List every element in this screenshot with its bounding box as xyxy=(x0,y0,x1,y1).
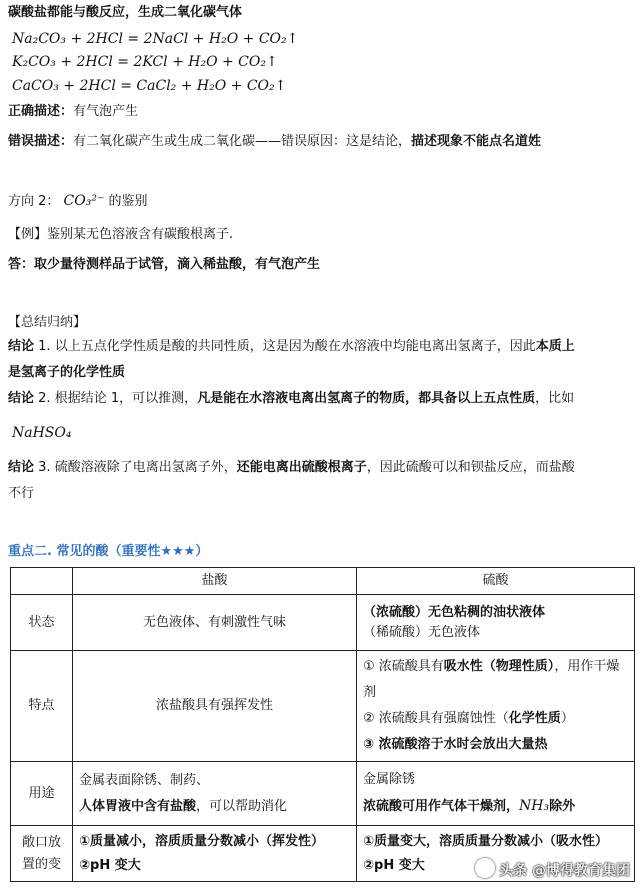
table-header-empty xyxy=(11,568,73,595)
cell-line: 浓盐酸具有强挥发性 xyxy=(155,698,273,713)
conclusion-3-label: 结论 xyxy=(8,460,35,475)
cell-line: （浓硫酸）无色粘稠的油状液体 xyxy=(363,604,546,620)
acid-comparison-table xyxy=(10,567,635,882)
cell-line xyxy=(363,793,628,820)
direction-suffix: 的鉴别 xyxy=(108,194,148,209)
equation-na2co3: Na₂CO₃ + 2HCl = 2NaCl + H₂O + CO₂↑ xyxy=(12,31,299,47)
cell-text: ） xyxy=(560,711,574,726)
wrong-text: 有二氧化碳产生或生成二氧化碳——错误原因：这是结论， xyxy=(73,134,412,149)
cell-h2so4-use xyxy=(357,762,635,826)
cell-line: 金属表面除锈、制药、 xyxy=(79,772,210,788)
cell-text: ② 浓硫酸具有强腐蚀性（ xyxy=(363,711,509,726)
table-header-hcl: 盐酸 xyxy=(73,568,357,595)
cell-text: ① 浓硫酸具有 xyxy=(363,659,444,674)
conclusion-1-text-a: 1. 以上五点化学性质是酸的共同性质，这是因为酸在水溶液中均能电离出氢离子，因此 xyxy=(38,339,536,354)
conclusion-2-text-a: 2. 根据结论 1，可以推测， xyxy=(38,391,198,406)
correct-text: 有气泡产生 xyxy=(73,104,139,119)
watermark xyxy=(475,858,630,880)
cell-hcl-state: 无色液体、有刺激性气味 xyxy=(73,595,357,651)
cell-text-bold: 浓硫酸可用作气体干燥剂， xyxy=(363,799,520,814)
cell-line: ②pH 变大 xyxy=(363,857,425,873)
cell-text-bold: 吸水性（物理性质） xyxy=(443,659,555,674)
cell-line: （稀硫酸）无色液体 xyxy=(363,624,481,640)
cell-line xyxy=(79,794,350,820)
table-header-h2so4: 硫酸 xyxy=(357,568,635,595)
summary-heading: 【总结归纳】 xyxy=(8,315,87,330)
section-title: 重点二. 常见的酸（重要性★★★） xyxy=(8,544,209,559)
cell-line xyxy=(363,654,628,706)
correct-description xyxy=(8,103,138,121)
cell-line: ①质量减小，溶质质量分数减小（挥发性） xyxy=(79,833,325,849)
answer-text: 答：取少量待测样品于试管，滴入稀盐酸，有气泡产生 xyxy=(8,257,321,272)
wrong-description xyxy=(8,133,541,151)
correct-label: 正确描述： xyxy=(8,104,74,119)
row-label: 状态 xyxy=(11,595,73,651)
cell-line: ①质量变大，溶质质量分数减小（吸水性） xyxy=(363,833,609,849)
table-row-use xyxy=(11,762,635,826)
cell-line: ②pH 变大 xyxy=(79,857,141,873)
cell-text-bold: 除外 xyxy=(549,799,576,814)
row-label: 用途 xyxy=(11,762,73,826)
cell-text: ，用作干燥剂 xyxy=(363,659,620,700)
watermark-text: 头条 @博得教育集团 xyxy=(499,863,630,879)
direction-2 xyxy=(8,192,148,211)
cell-hcl-use xyxy=(73,762,357,826)
cell-line: 金属除锈 xyxy=(363,772,416,787)
cell-hcl-exposed xyxy=(73,826,357,882)
example-text: 【例】鉴别某无色溶液含有碳酸根离子. xyxy=(8,227,234,242)
conclusion-3-text-b: 还能电离出硫酸根离子 xyxy=(236,460,367,475)
wrong-text-bold: 描述现象不能点名道姓 xyxy=(411,134,542,149)
conclusion-1-text-c: 是氢离子的化学性质 xyxy=(8,365,126,380)
conclusion-3 xyxy=(8,459,575,477)
conclusion-2-label: 结论 xyxy=(8,391,35,406)
cell-text: ，可以帮助消化 xyxy=(196,798,288,814)
conclusion-3-text-a: 3. 硫酸溶液除了电离出氢离子外， xyxy=(38,460,237,475)
table-row-feature xyxy=(11,651,635,762)
direction-formula: CO₃²⁻ xyxy=(63,193,105,209)
table-row-state xyxy=(11,595,635,651)
row-label: 特点 xyxy=(11,651,73,762)
conclusion-1-label: 结论 xyxy=(8,339,35,354)
cell-line: ③ 浓硫酸溶于水时会放出大量热 xyxy=(363,737,548,752)
equation-k2co3: K₂CO₃ + 2HCl = 2KCl + H₂O + CO₂↑ xyxy=(12,54,278,70)
conclusion-2-text-c: ，比如 xyxy=(535,391,575,406)
cell-h2so4-state xyxy=(357,595,635,651)
wrong-label: 错误描述： xyxy=(8,134,74,149)
conclusion-2-formula: NaHSO₄ xyxy=(12,425,72,441)
conclusion-2-text-b: 凡是能在水溶液电离出氢离子的物质，都具备以上五点性质 xyxy=(197,391,536,406)
row-label: 敞口放置的变 xyxy=(11,826,73,882)
conclusion-2 xyxy=(8,390,574,408)
conclusion-1-text-b: 本质上 xyxy=(535,339,575,354)
intro-title: 碳酸盐都能与酸反应，生成二氧化碳气体 xyxy=(8,5,243,20)
cell-formula: NH₃ xyxy=(519,798,550,814)
conclusion-3-text-c: ，因此硫酸可以和钡盐反应，而盐酸 xyxy=(366,460,575,475)
cell-h2so4-feature xyxy=(357,651,635,762)
cell-text-bold: 化学性质 xyxy=(508,711,561,726)
cell-hcl-feature xyxy=(73,651,357,762)
conclusion-1 xyxy=(8,338,575,356)
direction-prefix: 方向 2： xyxy=(8,194,60,209)
watermark-logo-icon xyxy=(475,858,495,878)
equation-caco3: CaCO₃ + 2HCl = CaCl₂ + H₂O + CO₂↑ xyxy=(12,78,287,94)
conclusion-3-text-d: 不行 xyxy=(8,486,35,501)
table-header-row xyxy=(11,568,635,595)
cell-line xyxy=(363,706,628,732)
cell-text-bold: 人体胃液中含有盐酸 xyxy=(79,798,197,814)
